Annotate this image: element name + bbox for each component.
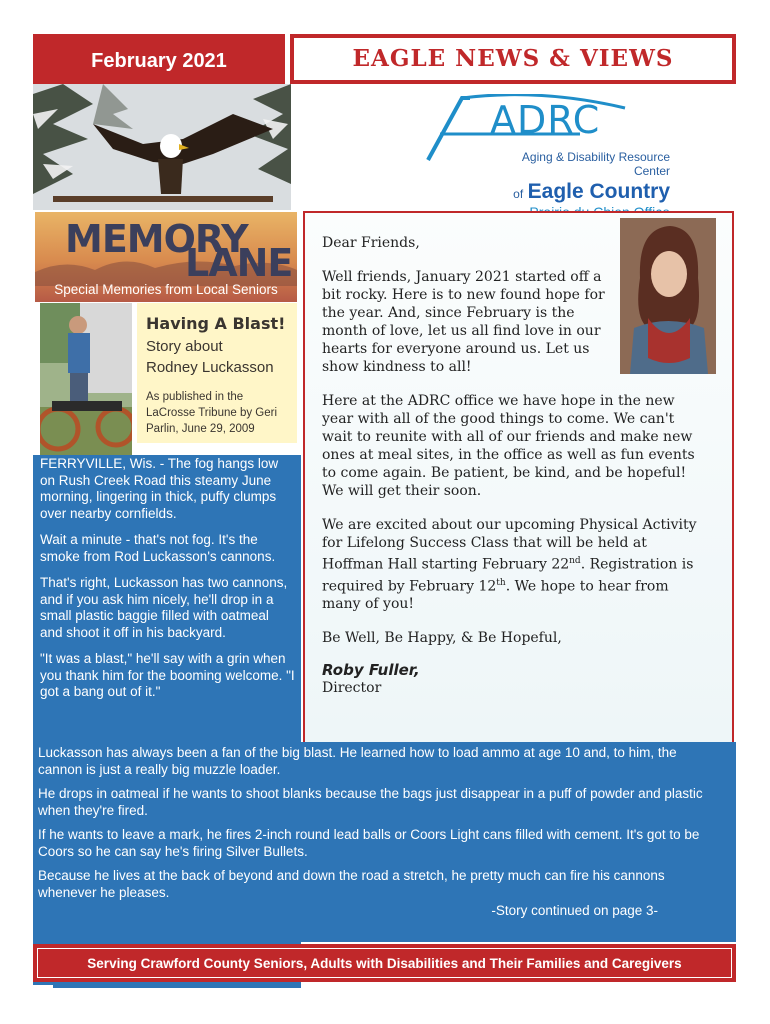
story-continuation-text [38,745,718,928]
publication-line-1: As published in the [146,391,244,403]
letter-greeting: Dear Friends, [322,235,420,251]
eagle-photo [33,84,291,214]
rodney-luckasson-photo [40,303,132,455]
footer-accent [53,982,301,988]
story-paragraph: "It was a blast," he'll say with a grin when you thank him for the booming welcome. "I got a bang out of it." [40,651,295,699]
footer-text: Serving Crawford County Seniors, Adults with Disabilities and Their Families and Caregivers [87,956,682,971]
letter-paragraph-3 [322,516,702,613]
story-about [146,336,274,378]
newsletter-title: EAGLE NEWS & VIEWS [352,45,674,72]
letter-paragraph-3-part-b: . Registration is required by February 12 [322,556,694,595]
publication-line-3: Parlin, June 29, 2009 [146,423,255,435]
letter-paragraph-2: Here at the ADRC office we have hope in the new year with all of the good things to come. We can't wait to reunite with all of our friends and make new ones at meal sites, in the office as well as fun events to come again. Be patient, be kind, and be hopeful! We will get their soon. [322,393,695,499]
logo-line-2-row [490,180,670,204]
story-publication-note [146,389,294,437]
logo-line-2: Eagle Country [527,180,670,203]
memory-lane-title-2: LANE [185,241,293,285]
memory-lane-subtitle: Special Memories from Local Seniors [54,282,278,297]
logo-of: of [513,187,524,201]
adrc-logo-text [490,150,670,220]
letter-sup-1: nd [569,556,581,566]
letter-body [322,234,702,697]
story-paragraph: Luckasson has always been a fan of the big blast. He learned how to load ammo at age 10 and, to him, the cannon is just a really big muzzle loader. [38,745,677,777]
newsletter-title-bar [290,34,736,84]
letter-paragraph-3-part-c: . We hope to hear from many of you! [322,578,669,613]
letter-signature: Roby Fuller, [322,661,420,680]
memory-lane-title-1: MEMORY [65,217,248,261]
header-date-bar [33,34,285,84]
footer-bar [33,944,736,982]
logo-line-1: Aging & Disability Resource Center [521,150,670,178]
story-paragraph: Because he lives at the back of beyond and down the road a stretch, he pretty much can fire his cannons whenever he pleases. [38,868,665,900]
letter-signer-title: Director [322,680,382,697]
adrc-acronym: ADRC [490,98,601,142]
story-paragraph: If he wants to leave a mark, he fires 2-inch round lead balls or Coors Light cans filled with cement. It's got to be Coors so he can say he's firing Silver Bullets. [38,827,700,859]
story-paragraph: FERRYVILLE, Wis. - The fog hangs low on Rush Creek Road this steamy June morning, lingering in thick, puffy clumps over nearby cornfields. [40,456,279,521]
issue-date: February 2021 [91,50,227,72]
story-paragraph: He drops in oatmeal if he wants to shoot blanks because the bags just disappear in a puff of powder and plastic when they're fired. [38,786,703,818]
letter-paragraph-3-part-a: We are excited about our upcoming Physical Activity for Lifelong Success Class that will be held at Hoffman Hall starting February 22 [322,517,697,573]
letter-sup-2: th [496,577,506,588]
memory-lane-banner [35,212,297,302]
story-column-text [40,456,295,701]
story-continued-note: -Story continued on page 3- [491,903,658,918]
story-about-line-2: Rodney Luckasson [146,359,274,376]
story-about-line-1: Story about [146,338,223,355]
story-headline: Having A Blast! [146,314,286,333]
publication-line-2: LaCrosse Tribune by Geri [146,407,278,419]
letter-closing: Be Well, Be Happy, & Be Hopeful, [322,630,562,647]
story-paragraph: Wait a minute - that's not fog. It's the smoke from Rod Luckasson's cannons. [40,532,276,564]
letter-paragraph-1: Well friends, January 2021 started off a bit rocky. Here is to new found hope for the year. And, since February is the month of love, let us all find love in our hearts for everyone around us. Let us show kindness to all! [322,269,605,375]
story-paragraph: That's right, Luckasson has two cannons, and if you ask him nicely, he'll drop in a small plastic baggie filled with oatmeal and shoot it off in his backyard. [40,575,288,640]
